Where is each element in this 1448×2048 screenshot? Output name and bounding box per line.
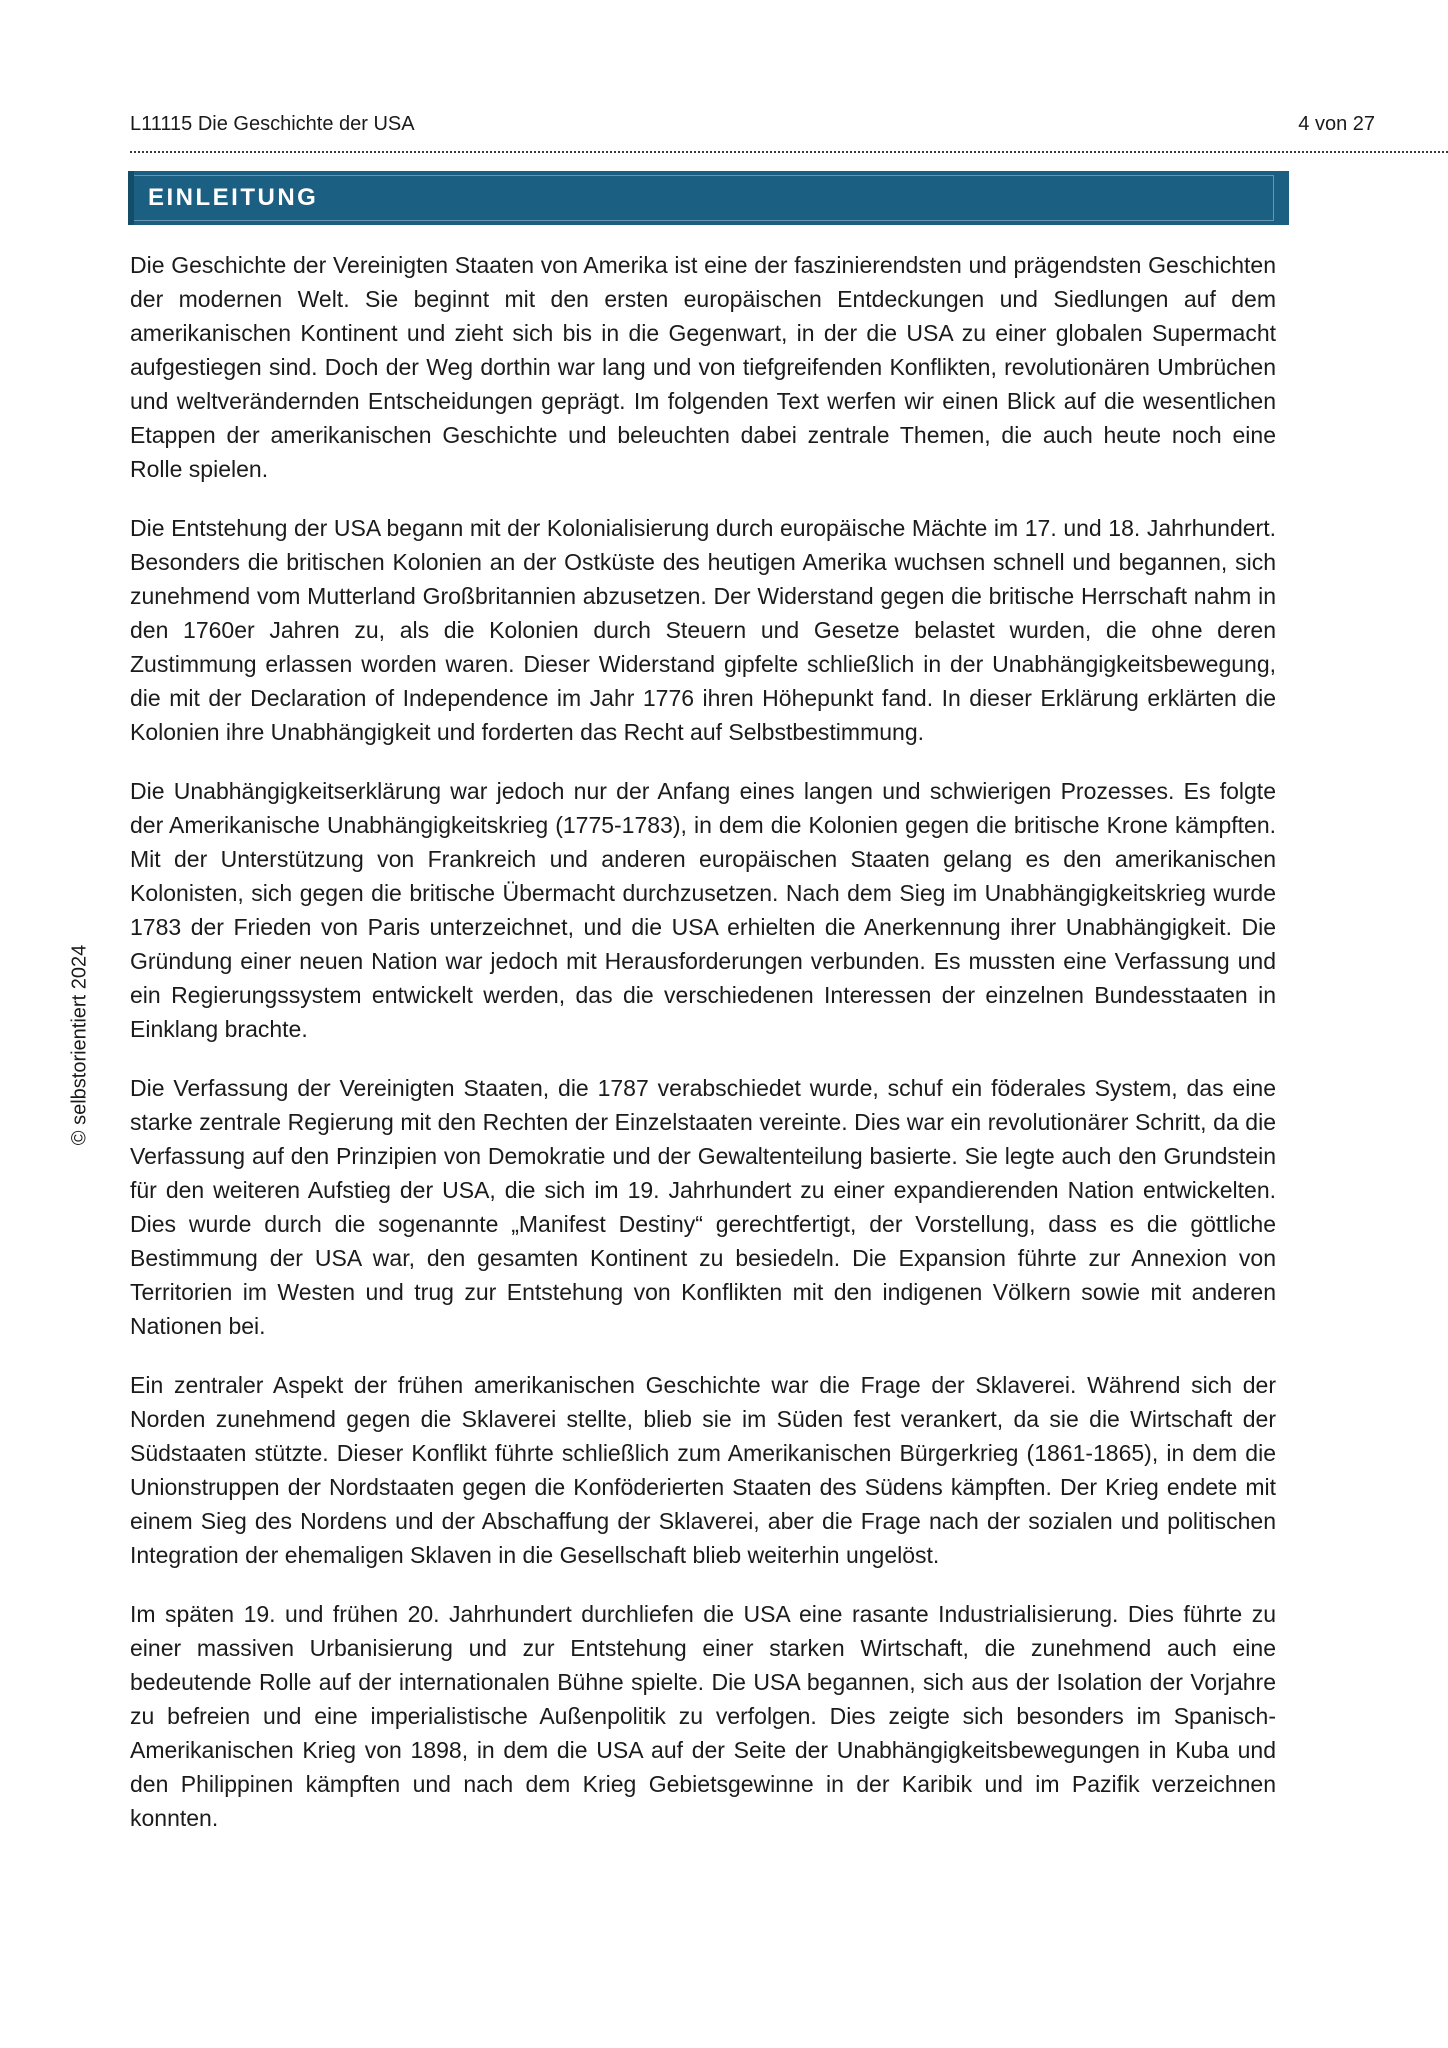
paragraph-verfassung: Die Verfassung der Vereinigten Staaten, die 1787 verabschiedet wurde, schuf ein föderales System, das eine starke zentrale Regierung mit den Rechten der Einzelstaaten vereinte. Dies war ein revolutionärer Schritt, da die Verfassung auf den Prinzipien von Demokratie und der Gewaltenteilung basierte. Sie legte auch den Grundstein für den weiteren Aufstieg der USA, die sich im 19. Jahrhundert zu einer expandierenden Nation entwickelten. Dies wurde durch die sogenannte „Manifest Destiny“ gerechtfertigt, der Vorstellung, dass es die göttliche Bestimmung der USA war, den gesamten Kontinent zu besiedeln. Die Expansion führte zur Annexion von Territorien im Westen und trug zur Entstehung von Konflikten mit den indigenen Völkern sowie mit anderen Nationen bei. xyxy=(130,1075,1276,1339)
paragraph-sklaverei-buergerkrieg: Ein zentraler Aspekt der frühen amerikanischen Geschichte war die Frage der Sklaverei. Während sich der Norden zunehmend gegen die Sklaverei stellte, blieb sie im Süden fest verankert, da sie die Wirtschaft der Südstaaten stützte. Dieser Konflikt führte schließlich zum Amerikanischen Bürgerkrieg (1861-1865), in dem die Unionstruppen der Nordstaaten gegen die Konföderierten Staaten des Südens kämpften. Der Krieg endete mit einem Sieg des Nordens und der Abschaffung der Sklaverei, aber die Frage nach der sozialen und politischen Integration der ehemaligen Sklaven in die Gesellschaft blieb weiterhin ungelöst. xyxy=(130,1372,1276,1568)
paragraph-kolonialisierung: Die Entstehung der USA begann mit der Kolonialisierung durch europäische Mächte im 17. und 18. Jahrhundert. Besonders die britischen Kolonien an der Ostküste des heutigen Amerika wuchsen schnell und begannen, sich zunehmend vom Mutterland Großbritannien abzusetzen. Der Widerstand gegen die britische Herrschaft nahm in den 1760er Jahren zu, als die Kolonien durch Steuern und Gesetze belastet wurden, die ohne deren Zustimmung erlassen worden waren. Dieser Widerstand gipfelte schließlich in der Unabhängigkeitsbewegung, die mit der Declaration of Independence im Jahr 1776 ihren Höhepunkt fand. In dieser Erklärung erklärten die Kolonien ihre Unabhängigkeit und forderten das Recht auf Selbstbestimmung. xyxy=(130,515,1276,745)
paragraph-industrialisierung: Im späten 19. und frühen 20. Jahrhundert durchliefen die USA eine rasante Industrialisierung. Dies führte zu einer massiven Urbanisierung und zur Entstehung einer starken Wirtschaft, die zunehmend auch eine bedeutende Rolle auf der internationalen Bühne spielte. Die USA begannen, sich aus der Isolation der Vorjahre zu befreien und eine imperialistische Außenpolitik zu verfolgen. Dies zeigte sich besonders im Spanisch-Amerikanischen Krieg von 1898, in dem die USA auf der Seite der Unabhängigkeitsbewegungen in Kuba und den Philippinen kämpften und nach dem Krieg Gebietsgewinne in der Karibik und im Pazifik verzeichnen konnten. xyxy=(130,1601,1276,1831)
paragraph-intro: Die Geschichte der Vereinigten Staaten von Amerika ist eine der faszinierendsten und prägendsten Geschichten der modernen Welt. Sie beginnt mit den ersten europäischen Entdeckungen und Siedlungen auf dem amerikanischen Kontinent und zieht sich bis in die Gegenwart, in der die USA zu einer globalen Supermacht aufgestiegen sind. Doch der Weg dorthin war lang und von tiefgreifenden Konflikten, revolutionären Umbrüchen und weltverändernden Entscheidungen geprägt. Im folgenden Text werfen wir einen Blick auf die wesentlichen Etappen der amerikanischen Geschichte und beleuchten dabei zentrale Themen, die auch heute noch eine Rolle spielen. xyxy=(130,252,1276,482)
header-page-number: 4 von 27 xyxy=(1298,113,1375,135)
section-header-einleitung xyxy=(128,171,1289,225)
section-title: EINLEITUNG xyxy=(148,184,319,211)
paragraph-unabhaengigkeitskrieg: Die Unabhängigkeitserklärung war jedoch nur der Anfang eines langen und schwierigen Prozesses. Es folgte der Amerikanische Unabhängigkeitskrieg (1775-1783), in dem die Kolonien gegen die britische Krone kämpften. Mit der Unterstützung von Frankreich und anderen europäischen Staaten gelang es den amerikanischen Kolonisten, sich gegen die britische Übermacht durchzusetzen. Nach dem Sieg im Unabhängigkeitskrieg wurde 1783 der Frieden von Paris unterzeichnet, und die USA erhielten die Anerkennung ihrer Unabhängigkeit. Die Gründung einer neuen Nation war jedoch mit Herausforderungen verbunden. Es mussten eine Verfassung und ein Regierungssystem entwickelt werden, das die verschiedenen Interessen der einzelnen Bundesstaaten in Einklang brachte. xyxy=(130,778,1276,1042)
header-document-title: L11115 Die Geschichte der USA xyxy=(130,113,415,135)
copyright-vertical-text: © selbstorientiert 2024 xyxy=(68,944,91,1146)
header-divider xyxy=(130,151,1448,153)
body-text-column xyxy=(130,248,1276,1860)
